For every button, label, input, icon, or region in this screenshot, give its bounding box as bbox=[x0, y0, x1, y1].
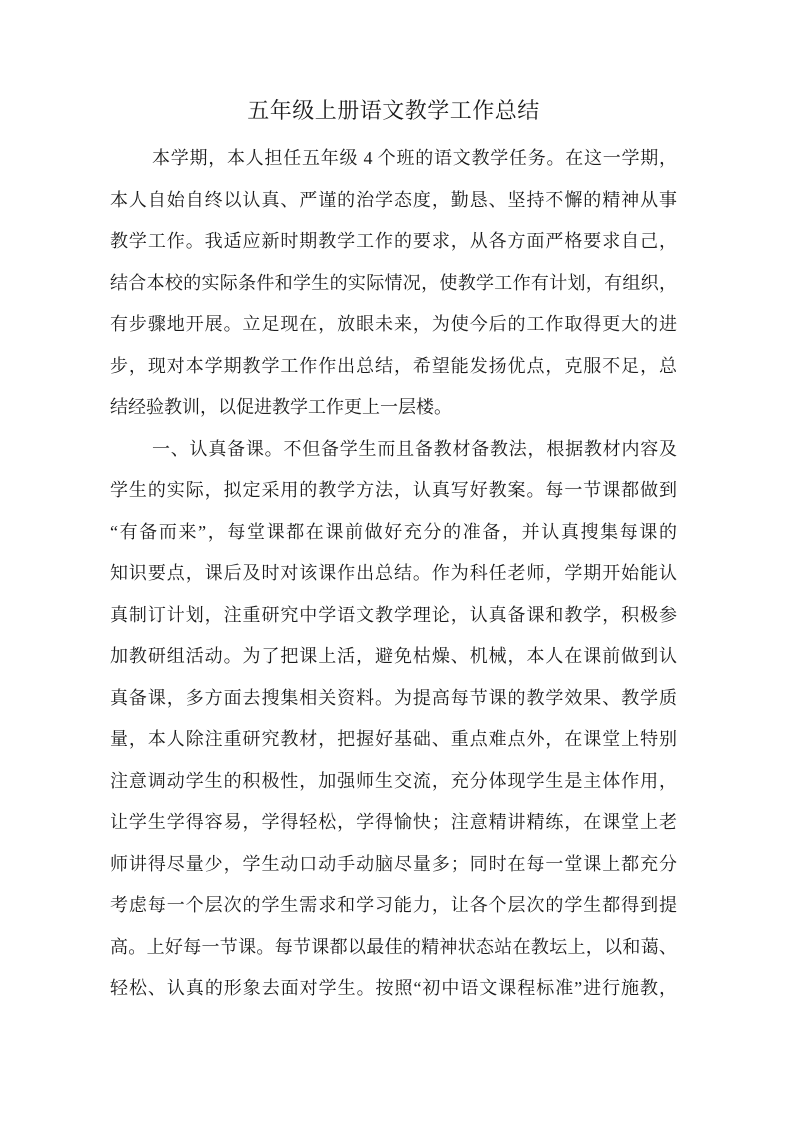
document-title: 五年级上册语文教学工作总结 bbox=[247, 98, 540, 123]
text-line: 真制订计划，注重研究中学语文教学理论，认真备课和教学，积极参 bbox=[110, 604, 677, 625]
text-line: 高。上好每一节课。每节课都以最佳的精神状态站在教坛上，以和蔼、 bbox=[110, 936, 677, 957]
text-line: 注意调动学生的积极性，加强师生交流，充分体现学生是主体作用， bbox=[110, 770, 677, 791]
text-line: 师讲得尽量少，学生动口动手动脑尽量多；同时在每一堂课上都充分 bbox=[110, 853, 677, 874]
text-line: 加教研组活动。为了把课上活，避免枯燥、机械，本人在课前做到认 bbox=[110, 646, 677, 666]
text-line: 本学期，本人担任五年级 4 个班的语文教学任务。在这一学期， bbox=[152, 148, 677, 168]
text-line: 结经验教训，以促进教学工作更上一层楼。 bbox=[110, 397, 452, 417]
text-line: 量，本人除注重研究教材，把握好基础、重点难点外，在课堂上特别 bbox=[110, 729, 677, 749]
text-line: “有备而来”，每堂课都在课前做好充分的准备，并认真搜集每课的 bbox=[110, 521, 677, 542]
text-line: 真备课，多方面去搜集相关资料。为提高每节课的教学效果、教学质 bbox=[110, 687, 677, 708]
text-line: 学生的实际，拟定采用的教学方法，认真写好教案。每一节课都做到 bbox=[110, 480, 677, 500]
text-line: 让学生学得容易，学得轻松，学得愉快；注意精讲精练，在课堂上老 bbox=[110, 812, 677, 832]
text-line: 一、认真备课。不但备学生而且备教材备教法，根据教材内容及 bbox=[152, 438, 677, 459]
text-line: 知识要点，课后及时对该课作出总结。作为科任老师，学期开始能认 bbox=[110, 563, 677, 583]
text-line: 教学工作。我适应新时期教学工作的要求，从各方面严格要求自己， bbox=[110, 231, 677, 251]
text-line: 有步骤地开展。立足现在，放眼未来，为使今后的工作取得更大的进 bbox=[110, 314, 677, 334]
text-line: 步，现对本学期教学工作作出总结，希望能发扬优点，克服不足，总 bbox=[110, 355, 677, 376]
text-line: 轻松、认真的形象去面对学生。按照“初中语文课程标准”进行施教， bbox=[110, 978, 677, 998]
text-line: 结合本校的实际条件和学生的实际情况，使教学工作有计划，有组织， bbox=[110, 272, 677, 293]
text-line: 本人自始自终以认真、严谨的治学态度，勤恳、坚持不懈的精神从事 bbox=[110, 189, 677, 210]
document-body bbox=[110, 138, 677, 1010]
text-line: 考虑每一个层次的学生需求和学习能力，让各个层次的学生都得到提 bbox=[110, 895, 677, 915]
